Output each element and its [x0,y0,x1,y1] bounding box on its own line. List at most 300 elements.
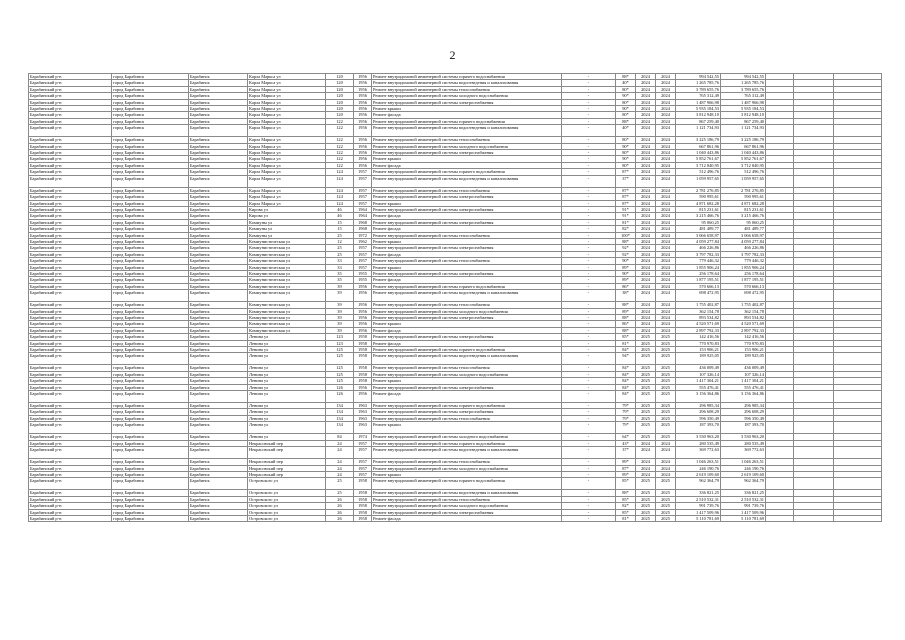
table-cell-street: Коммунистическая ул [248,245,326,251]
table-cell-municipality: город Барабинск [112,106,189,112]
table-cell-municipality: город Барабинск [112,137,189,143]
table-cell-num: 122 [326,162,354,168]
table-cell-yr2: 2024 [656,238,676,244]
table-cell-work: Ремонт крыши [372,321,562,327]
table-cell-sum2: 4 059 277,84 [721,238,766,244]
table-cell-empty [766,515,794,521]
table-cell-year: 1956 [354,302,372,308]
table-cell-yr2: 2024 [656,169,676,175]
table-cell-num: 125 [326,365,354,371]
table-cell-yr1: 2025 [636,371,656,377]
table-cell-sum1: 3 066 658,97 [676,232,721,238]
table-cell-yr1: 2025 [636,422,656,434]
table-cell-municipality: город Барабинск [112,93,189,99]
table-cell-pct: 86* [616,321,636,327]
table-cell-sum1: 436 009,49 [676,365,721,371]
table-cell-yr2: 2024 [656,74,676,80]
table-cell-district: Барабинский р-н [29,471,112,477]
table-cell-sum1: 296 608,29 [676,409,721,415]
table-cell-municipality: город Барабинск [112,434,189,440]
table-cell-district: Барабинский р-н [29,478,112,490]
table-cell-pct: 91* [616,213,636,219]
table-cell-work: Ремонт фасада [372,340,562,346]
table-cell-locality: Барабинск [189,391,248,403]
table-cell-work: Ремонт фасада [372,251,562,257]
table-cell-locality: Барабинск [189,270,248,276]
table-cell-district: Барабинский р-н [29,378,112,384]
table-cell-num: 125 [326,378,354,384]
table-cell-street: Островского ул [248,503,326,509]
table-cell-dash: - [562,321,616,327]
table-cell-street: Коммуны ул [248,219,326,225]
table-cell-num: 39 [326,308,354,314]
table-cell-sum2: 867 259,40 [721,118,766,124]
table-cell-street: Карла Маркса ул [248,187,326,193]
table-cell-street: Коммунистическая ул [248,264,326,270]
table-cell-street: Карла Маркса ул [248,99,326,105]
table-cell-yr2: 2024 [656,327,676,333]
table-cell-district: Барабинский р-н [29,238,112,244]
table-cell-year: 1957 [354,465,372,471]
table-cell-year: 1956 [354,283,372,289]
table-cell-work: Ремонт внутридомовой инженерной системы водоотведения и канализования [372,125,562,137]
table-cell-num: 126 [326,384,354,390]
table-cell-pct: 90* [616,93,636,99]
table-cell-sum1: 4 520 571,69 [676,321,721,327]
table-cell-work: Ремонт внутридомовой инженерной системы электроснабжения [372,150,562,156]
table-cell-num: 134 [326,409,354,415]
table-cell-num: 125 [326,371,354,377]
table-cell-pct: 89* [616,471,636,477]
table-cell-dash: - [562,384,616,390]
table-cell-num: 134 [326,422,354,434]
table-row [29,175,882,187]
table-cell-dash: - [562,496,616,502]
table-cell-year: 1956 [354,125,372,137]
table-cell-street: Карла Маркса ул [248,106,326,112]
table-cell-yr1: 2025 [636,403,656,409]
table-cell-sum2: 2 897 792,33 [721,327,766,333]
table-cell-street: Некрасовский пер [248,465,326,471]
table-cell-municipality: город Барабинск [112,353,189,365]
table-cell-yr2: 2025 [656,515,676,521]
table-cell-municipality: город Барабинск [112,112,189,118]
table-cell-street: Карла Маркса ул [248,143,326,149]
table-cell-locality: Барабинск [189,99,248,105]
table-cell-municipality: город Барабинск [112,270,189,276]
table-cell-yr2: 2024 [656,86,676,92]
table-cell-dash: - [562,118,616,124]
table-cell-yr2: 2024 [656,277,676,283]
table-cell-municipality: город Барабинск [112,213,189,219]
table-cell-district: Барабинский р-н [29,206,112,212]
table-cell-municipality: город Барабинск [112,315,189,321]
table-cell-sum2: 369 772,63 [721,447,766,459]
table-cell-year: 1963 [354,403,372,409]
table-cell-dash: - [562,503,616,509]
table-cell-num: 15 [326,219,354,225]
table-cell-sum1: 667 861,96 [676,143,721,149]
table-cell-work: Ремонт крыши [372,106,562,112]
table-cell-empty [766,447,794,459]
table-cell-locality: Барабинск [189,308,248,314]
table-cell-municipality: город Барабинск [112,150,189,156]
table-cell-sum2: 5 935 184,53 [721,106,766,112]
table-cell-num: 125 [326,353,354,365]
table-cell-work: Ремонт внутридомовой инженерной системы теплоснабжения [372,415,562,421]
table-cell-empty [766,478,794,490]
table-cell-sum1: 1 040 443,86 [676,150,721,156]
table-cell-year: 1956 [354,156,372,162]
table-cell-sum1: 779 446,32 [676,258,721,264]
table-cell-municipality: город Барабинск [112,384,189,390]
table-cell-year: 1955 [354,270,372,276]
table-cell-sum1: 1 046 263,51 [676,459,721,465]
table-cell-pct: 88* [616,315,636,321]
table-cell-num: 134 [326,403,354,409]
table-cell-work: Ремонт крыши [372,238,562,244]
table-cell-yr1: 2025 [636,415,656,421]
table-cell-district: Барабинский р-н [29,496,112,502]
table-cell-yr2: 2024 [656,283,676,289]
table-cell-sum2: 2 781 276,85 [721,187,766,193]
table-cell-work: Ремонт внутридомовой инженерной системы водоотведения и канализования [372,447,562,459]
table-cell-sum2: 3 797 782,33 [721,251,766,257]
table-cell-yr1: 2024 [636,150,656,156]
table-cell-sum2: 770 970,83 [721,340,766,346]
table-cell-municipality: город Барабинск [112,415,189,421]
table-cell-municipality: город Барабинск [112,245,189,251]
table-cell-dash: - [562,200,616,206]
table-cell-municipality: город Барабинск [112,86,189,92]
table-cell-sum2: 2 619 109,60 [721,471,766,477]
table-cell-num: 126 [326,391,354,403]
table-cell-sum2: 3 812 948,10 [721,112,766,118]
table-cell-num: 122 [326,143,354,149]
table-cell-sum2: 336 821,25 [721,490,766,496]
table-row [29,478,882,490]
table-cell-dash: - [562,465,616,471]
table-cell-street: Островского ул [248,509,326,515]
table-cell-num: 39 [326,302,354,308]
table-cell-dash: - [562,99,616,105]
table-cell-locality: Барабинск [189,213,248,219]
table-cell-sum1: 867 259,40 [676,118,721,124]
table-cell-sum2: 296 985,34 [721,403,766,409]
table-cell-pct: 37* [616,447,636,459]
table-cell-yr2: 2025 [656,415,676,421]
page-number: 2 [449,48,456,62]
table-cell-year: 1968 [354,219,372,225]
table-cell-district: Барабинский р-н [29,169,112,175]
table-cell-sum1: 336 821,25 [676,490,721,496]
table-cell-street: Карла Маркса ул [248,137,326,143]
table-cell-empty [794,391,834,403]
table-cell-municipality: город Барабинск [112,283,189,289]
table-cell-yr1: 2025 [636,365,656,371]
table-cell-locality: Барабинск [189,496,248,502]
table-cell-locality: Барабинск [189,365,248,371]
table-cell-yr2: 2024 [656,106,676,112]
table-cell-sum1: 893 534,82 [676,315,721,321]
table-cell-locality: Барабинск [189,277,248,283]
table-cell-num: 124 [326,200,354,206]
table-cell-yr2: 2024 [656,226,676,232]
table-cell-street: Островского ул [248,515,326,521]
table-cell-pct: 40* [616,80,636,86]
table-cell-sum2: 5 110 781,69 [721,515,766,521]
table-cell-empty [834,125,882,137]
table-cell-work: Ремонт крыши [372,422,562,434]
table-cell-pct: 37* [616,175,636,187]
table-cell-yr1: 2025 [636,384,656,390]
table-cell-work: Ремонт фасада [372,277,562,283]
table-cell-yr2: 2024 [656,308,676,314]
table-cell-sum1: 280 535,49 [676,440,721,446]
table-cell-year: 1957 [354,194,372,200]
table-cell-sum1: 3 215 466,76 [676,213,721,219]
table-cell-district: Барабинский р-н [29,503,112,509]
table-cell-sum1: 596 350,49 [676,415,721,421]
table-cell-num: 123 [326,334,354,340]
table-cell-pct: 84* [616,371,636,377]
table-row [29,391,882,403]
table-cell-district: Барабинский р-н [29,200,112,206]
table-cell-municipality: город Барабинск [112,378,189,384]
table-cell-yr1: 2025 [636,503,656,509]
table-row [29,515,882,521]
table-cell-year: 1957 [354,200,372,206]
table-cell-empty [766,290,794,302]
table-cell-dash: - [562,403,616,409]
table-cell-sum2: 1 487 966,98 [721,99,766,105]
table-cell-sum1: 770 970,83 [676,340,721,346]
table-cell-num: 25 [326,490,354,496]
table-cell-municipality: город Барабинск [112,478,189,490]
table-cell-num: 24 [326,465,354,471]
table-cell-district: Барабинский р-н [29,327,112,333]
table-cell-district: Барабинский р-н [29,290,112,302]
table-cell-num: 12 [326,238,354,244]
table-cell-work: Ремонт внутридомовой инженерной системы водоотведения и канализования [372,490,562,496]
table-cell-year: 1958 [354,365,372,371]
table-cell-municipality: город Барабинск [112,206,189,212]
table-cell-pct: 89* [616,277,636,283]
table-cell-year: 1956 [354,327,372,333]
table-cell-sum1: 481 489,77 [676,226,721,232]
table-cell-pct: 81* [616,515,636,521]
table-cell-yr2: 2024 [656,251,676,257]
table-cell-empty [794,290,834,302]
table-cell-year: 1958 [354,503,372,509]
table-cell-sum2: 698 472,95 [721,290,766,302]
table-cell-locality: Барабинск [189,422,248,434]
table-cell-locality: Барабинск [189,459,248,465]
table-cell-street: Ленина ул [248,353,326,365]
table-cell-empty [834,353,882,365]
table-cell-year: 1958 [354,509,372,515]
table-cell-dash: - [562,290,616,302]
table-cell-dash: - [562,334,616,340]
table-cell-municipality: город Барабинск [112,447,189,459]
table-cell-pct: 80* [616,150,636,156]
table-cell-dash: - [562,459,616,465]
table-cell-yr2: 2024 [656,93,676,99]
table-cell-sum2: 3 156 364,86 [721,391,766,403]
table-cell-municipality: город Барабинск [112,219,189,225]
table-cell-pct: 80* [616,137,636,143]
table-cell-locality: Барабинск [189,347,248,353]
table-cell-locality: Барабинск [189,137,248,143]
table-cell-pct: 82* [616,226,636,232]
table-cell-locality: Барабинск [189,219,248,225]
table-cell-yr1: 2024 [636,327,656,333]
table-cell-yr1: 2024 [636,232,656,238]
table-cell-yr1: 2024 [636,143,656,149]
table-cell-municipality: город Барабинск [112,169,189,175]
table-cell-sum1: 369 772,63 [676,447,721,459]
table-cell-dash: - [562,440,616,446]
table-cell-dash: - [562,74,616,80]
table-cell-municipality: город Барабинск [112,409,189,415]
table-cell-yr1: 2024 [636,93,656,99]
table-cell-year: 1955 [354,277,372,283]
table-cell-yr2: 2024 [656,258,676,264]
table-cell-pct: 64* [616,434,636,440]
table-cell-pct: 90* [616,156,636,162]
table-cell-sum2: 1 855 906,24 [721,264,766,270]
table-cell-yr1: 2024 [636,471,656,477]
table-cell-street: Коммуны ул [248,232,326,238]
table-cell-pct: 92* [616,251,636,257]
table-cell-street: Карла Маркса ул [248,150,326,156]
table-cell-yr2: 2024 [656,162,676,168]
table-cell-num: 120 [326,86,354,92]
table-cell-district: Барабинский р-н [29,80,112,86]
table-cell-yr1: 2024 [636,213,656,219]
table-cell-district: Барабинский р-н [29,340,112,346]
table-cell-district: Барабинский р-н [29,162,112,168]
table-cell-pct: 79* [616,403,636,409]
table-cell-district: Барабинский р-н [29,213,112,219]
table-cell-yr2: 2024 [656,264,676,270]
table-cell-sum2: 1 755 402,87 [721,302,766,308]
table-cell-pct: 88* [616,74,636,80]
table-cell-dash: - [562,422,616,434]
table-cell-empty [834,515,882,521]
table-cell-sum1: 590 995,61 [676,194,721,200]
table-cell-yr2: 2024 [656,200,676,206]
table-cell-yr2: 2024 [656,290,676,302]
table-cell-municipality: город Барабинск [112,290,189,302]
table-cell-num: 26 [326,509,354,515]
table-cell-sum1: 3 156 364,86 [676,391,721,403]
table-cell-work: Ремонт внутридомовой инженерной системы холодного водоснабжения [372,143,562,149]
table-cell-pct: 80* [616,86,636,92]
table-cell-num: 25 [326,251,354,257]
table-cell-locality: Барабинск [189,143,248,149]
table-cell-num: 123 [326,340,354,346]
table-cell-dash: - [562,378,616,384]
table-cell-district: Барабинский р-н [29,258,112,264]
table-cell-sum2: 296 608,29 [721,409,766,415]
table-cell-sum1: 1 059 957,65 [676,175,721,187]
table-cell-sum1: 555 476,41 [676,384,721,390]
table-cell-sum2: 153 906,21 [721,347,766,353]
table-cell-locality: Барабинск [189,206,248,212]
table-cell-district: Барабинский р-н [29,353,112,365]
table-cell-sum2: 4 871 682,28 [721,200,766,206]
table-cell-pct: 84* [616,384,636,390]
table-cell-locality: Барабинск [189,465,248,471]
table-cell-year: 1956 [354,80,372,86]
table-cell-work: Ремонт внутридомовой инженерной системы водоотведения и канализования [372,290,562,302]
table-cell-district: Барабинский р-н [29,365,112,371]
table-cell-street: Ленина ул [248,434,326,440]
table-cell-street: Ленина ул [248,371,326,377]
table-cell-district: Барабинский р-н [29,347,112,353]
table-cell-street: Ленина ул [248,340,326,346]
table-cell-street: Островского ул [248,478,326,490]
table-cell-yr2: 2024 [656,321,676,327]
table-cell-district: Барабинский р-н [29,93,112,99]
table-cell-yr2: 2024 [656,471,676,477]
table-cell-district: Барабинский р-н [29,125,112,137]
table-cell-yr2: 2024 [656,245,676,251]
table-cell-municipality: город Барабинск [112,327,189,333]
table-cell-work: Ремонт внутридомовой инженерной системы теплоснабжения [372,258,562,264]
table-cell-pct: 87* [616,200,636,206]
table-row [29,290,882,302]
table-cell-locality: Барабинск [189,384,248,390]
table-cell-dash: - [562,232,616,238]
table-cell-pct: 88* [616,302,636,308]
table-cell-dash: - [562,277,616,283]
table-cell-year: 1957 [354,245,372,251]
table-cell-street: Ленина ул [248,384,326,390]
table-cell-locality: Барабинск [189,169,248,175]
table-row [29,447,882,459]
table-cell-year: 1957 [354,187,372,193]
table-cell-district: Барабинский р-н [29,251,112,257]
table-cell-yr1: 2024 [636,137,656,143]
table-cell-pct: 90* [616,258,636,264]
table-cell-year: 1957 [354,264,372,270]
table-cell-sum2: 765 312,49 [721,93,766,99]
table-cell-municipality: город Барабинск [112,80,189,86]
table-cell-year: 1963 [354,422,372,434]
table-cell-sum2: 1 046 263,51 [721,459,766,465]
table-cell-pct: 90* [616,270,636,276]
table-cell-empty [834,447,882,459]
table-cell-empty [766,125,794,137]
table-cell-dash: - [562,515,616,521]
table-cell-num: 25 [326,478,354,490]
table-cell-street: Ленина ул [248,391,326,403]
table-cell-pct: 87* [616,169,636,175]
table-cell-pct: 82* [616,503,636,509]
table-cell-street: Ленина ул [248,415,326,421]
table-cell-district: Барабинский р-н [29,465,112,471]
table-cell-yr1: 2024 [636,302,656,308]
table-cell-locality: Барабинск [189,112,248,118]
table-cell-pct: 89* [616,459,636,465]
table-cell-yr1: 2025 [636,378,656,384]
table-cell-yr2: 2025 [656,478,676,490]
table-cell-num: 84 [326,434,354,440]
table-cell-yr2: 2025 [656,509,676,515]
table-cell-yr1: 2025 [636,340,656,346]
